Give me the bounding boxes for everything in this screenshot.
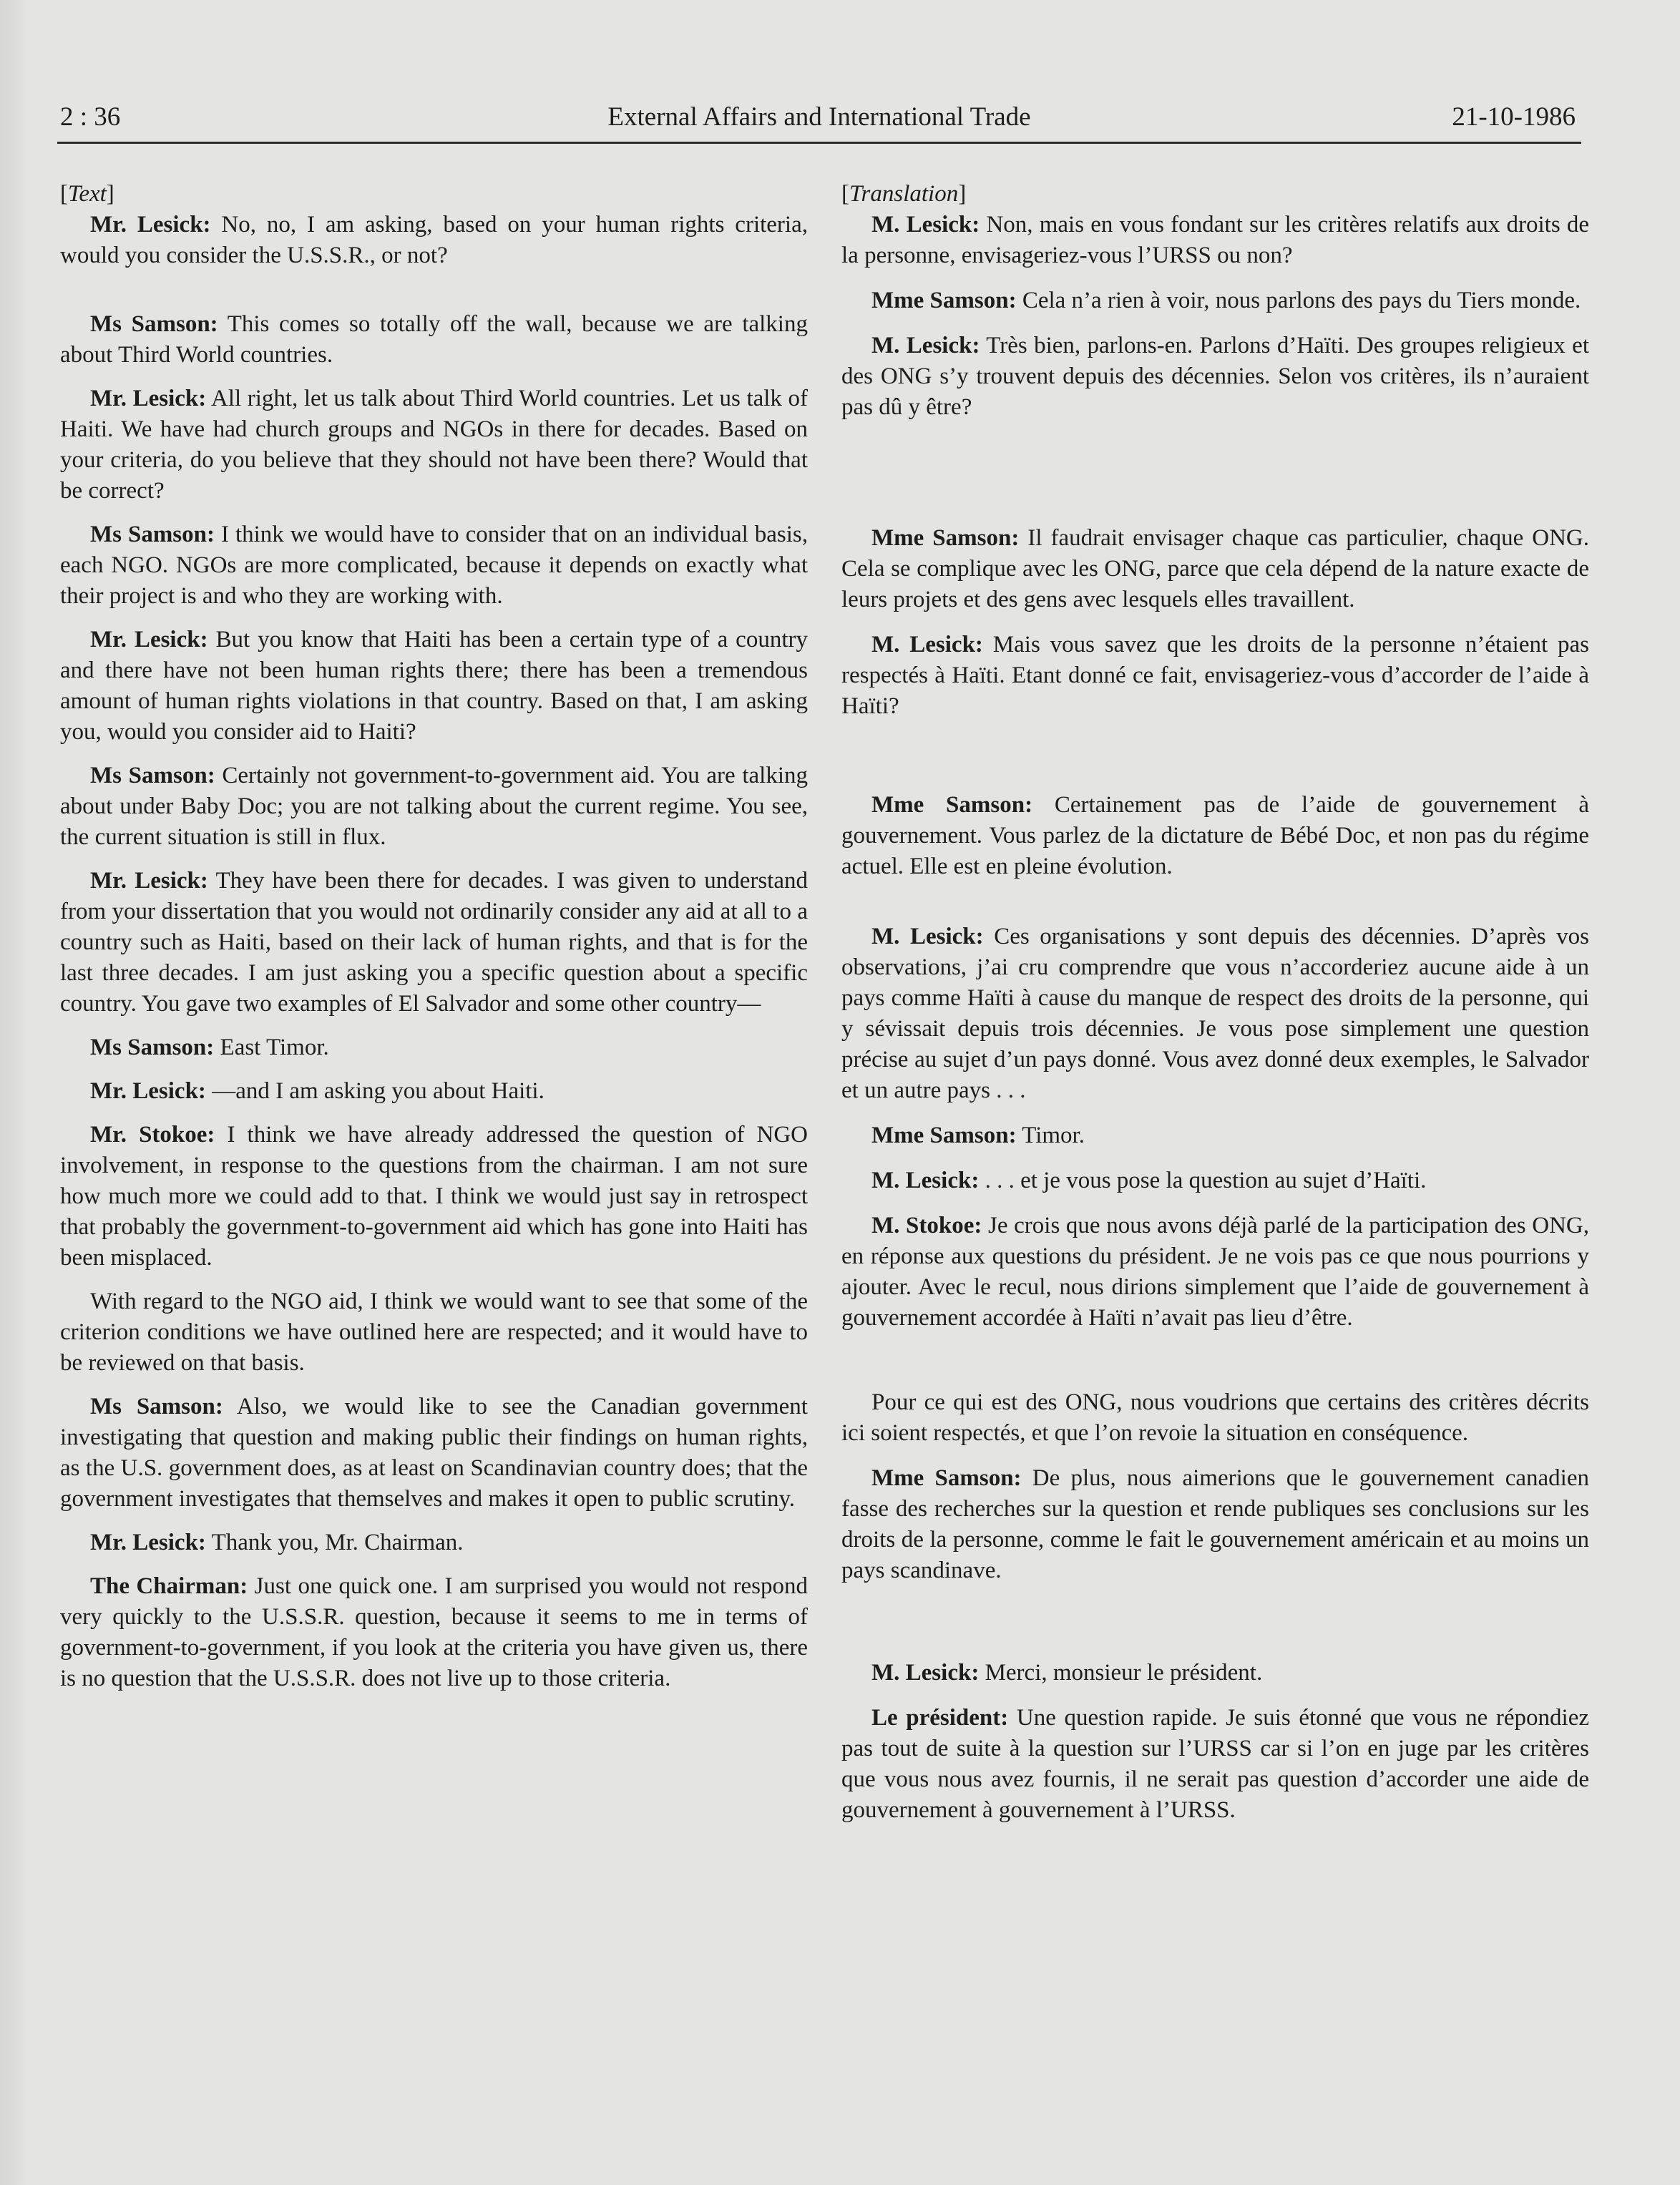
transcript-paragraph: M. Lesick: Très bien, parlons-en. Parlons d’Haïti. Des groupes religieux et des ONG s’y trouvent depuis des décennies. Selon vos critères, ils n’auraient pas dû y être?	[841, 333, 1589, 420]
speaker-name: Mr. Lesick:	[90, 1530, 206, 1555]
section-label-english: [Text]	[60, 181, 114, 207]
speaker-name: Mme Samson:	[871, 525, 1020, 551]
transcript-paragraph: Mr. Lesick: But you know that Haiti has been a certain type of a country and there have not been human rights there; there has been a tremendous amount of human rights violations in that country. Based on that, I am asking you, would you consider aid to Haiti?	[60, 627, 808, 745]
speaker-name: Ms Samson:	[90, 1394, 223, 1419]
speaker-name: Mr. Lesick:	[90, 1078, 206, 1104]
transcript-paragraph: Mr. Lesick: All right, let us talk about Third World countries. Let us talk of Haiti. We have had church groups and NGOs in there for decades. Based on your criteria, do you believe that they should not have been there? Would that be correct?	[60, 386, 808, 504]
running-header	[57, 92, 1581, 135]
transcript-paragraph: Mme Samson: De plus, nous aimerions que le gouvernement canadien fasse des recherches sur la question et rende publiques ses conclusions sur les droits de la personne, comme le fait le gouvernement américain et au moins un pays scandinave.	[841, 1465, 1589, 1583]
transcript-paragraph: M. Lesick: Non, mais en vous fondant sur les critères relatifs aux droits de la personne, envisageriez-vous l’URSS ou non?	[841, 212, 1590, 268]
transcript-paragraph: Ms Samson: Also, we would like to see the Canadian government investigating that question and making public their findings on human rights, as the U.S. government does, as at least on Scandinavian country does; that the government investigates that themselves and makes it open to public scrutiny.	[60, 1394, 808, 1512]
speaker-name: Mr. Lesick:	[90, 212, 211, 238]
transcript-paragraph: M. Lesick: . . . et je vous pose la question au sujet d’Haïti.	[871, 1168, 1427, 1193]
speaker-name: Mme Samson:	[871, 288, 1017, 313]
transcript-paragraph: M. Lesick: Mais vous savez que les droits de la personne n’étaient pas respectés à Haïti. Etant donné ce fait, envisageriez-vous d’accorder de l’aide à Haïti?	[841, 632, 1589, 719]
transcript-paragraph: Ms Samson: East Timor.	[90, 1035, 329, 1060]
transcript-paragraph: Ms Samson: This comes so totally off the wall, because we are talking about Third World countries.	[60, 311, 808, 368]
transcript-paragraph: M. Lesick: Ces organisations y sont depuis des décennies. D’après vos observations, j’ai cru comprendre que vous n’accorderiez aucune aide à un pays comme Haïti à cause du manque de respect des droits de la personne, qui y sévissait depuis trois décennies. Je vous pose simplement une question précise au sujet d’un pays donné. Vous avez donné deux exemples, le Salvador et un autre pays . . .	[841, 924, 1590, 1103]
speaker-name: Ms Samson:	[90, 311, 218, 337]
speaker-name: Mme Samson:	[871, 1465, 1022, 1491]
transcript-paragraph: Mr. Lesick: Thank you, Mr. Chairman.	[90, 1530, 464, 1555]
transcript-paragraph: Ms Samson: I think we would have to consider that on an individual basis, each NGO. NGOs are more complicated, because it depends on exactly what their project is and who they are working with.	[60, 522, 808, 609]
french-column	[841, 179, 1589, 1826]
transcript-paragraph: Mr. Stokoe: I think we have already addressed the question of NGO involvement, in response to the questions from the chairman. I am not sure how much more we could add to that. I think we would just say in retrospect that probably the government-to-government aid which has gone into Haiti has been misplaced.	[60, 1122, 808, 1271]
transcript-paragraph: Mr. Lesick: They have been there for decades. I was given to understand from your dissertation that you would not ordinarily consider any aid at all to a country such as Haiti, based on their lack of human rights, and that is for the last three decades. I am just asking you a specific question about a specific country. You gave two examples of El Salvador and some other country—	[60, 868, 808, 1017]
speaker-name: M. Stokoe:	[871, 1213, 982, 1238]
speaker-name: The Chairman:	[90, 1573, 248, 1599]
transcript-paragraph: Pour ce qui est des ONG, nous voudrions que certains des critères décrits ici soient respectés, et que l’on revoie la situation en conséquence.	[841, 1389, 1589, 1446]
speaker-name: Mr. Lesick:	[90, 868, 208, 894]
publication-title: External Affairs and International Trade	[607, 102, 1031, 132]
transcript-paragraph: The Chairman: Just one quick one. I am surprised you would not respond very quickly to the U.S.S.R. question, because it seems to me in terms of government-to-government, if you look at the criteria you have given us, there is no question that the U.S.S.R. does not live up to those criteria.	[60, 1573, 808, 1691]
speaker-name: Le président:	[871, 1705, 1009, 1731]
transcript-paragraph: M. Lesick: Merci, monsieur le président.	[871, 1660, 1263, 1686]
transcript-paragraph: M. Stokoe: Je crois que nous avons déjà parlé de la participation des ONG, en réponse aux questions du président. Je ne vois pas ce que nous pourrions y ajouter. Avec le recul, nous dirions simplement que l’aide de gouvernement à gouvernement accordée à Haïti n’avait pas lieu d’être.	[841, 1213, 1590, 1331]
speaker-name: M. Lesick:	[871, 333, 980, 358]
page-edge-shadow	[0, 0, 29, 2185]
transcript-paragraph: Mme Samson: Il faudrait envisager chaque cas particulier, chaque ONG. Cela se complique avec les ONG, parce que cela dépend de la nature exacte de leurs projets et des gens avec lesquels elles travaillent.	[841, 525, 1590, 612]
transcript-paragraph: Ms Samson: Certainly not government-to-government aid. You are talking about under Baby Doc; you are not talking about the current regime. You see, the current situation is still in flux.	[60, 763, 808, 850]
speaker-name: M. Lesick:	[871, 212, 980, 238]
speaker-name: M. Lesick:	[871, 924, 984, 949]
header-rule	[57, 142, 1581, 144]
speaker-name: Mr. Stokoe:	[90, 1122, 215, 1148]
speaker-name: M. Lesick:	[871, 1168, 980, 1193]
speaker-name: Ms Samson:	[90, 1035, 215, 1060]
speaker-name: Mr. Lesick:	[90, 627, 208, 652]
transcript-paragraph: Mr. Lesick: No, no, I am asking, based on your human rights criteria, would you consider the U.S.S.R., or not?	[60, 212, 808, 268]
header-date: 21-10-1986	[1452, 102, 1576, 132]
transcript-paragraph: Mme Samson: Timor.	[871, 1123, 1085, 1148]
speaker-name: Mme Samson:	[871, 1123, 1017, 1148]
transcript-paragraph: Le président: Une question rapide. Je suis étonné que vous ne répondiez pas tout de suite à la question sur l’URSS car si l’on en juge par les critères que vous nous avez fournis, il ne serait pas question d’accorder une aide de gouvernement à gouvernement à l’URSS.	[841, 1705, 1589, 1823]
section-label-french: [Translation]	[841, 181, 967, 207]
speaker-name: Mme Samson:	[871, 792, 1033, 818]
transcript-paragraph: With regard to the NGO aid, I think we would want to see that some of the criterion conditions we have outlined here are respected; and it would have to be reviewed on that basis.	[60, 1289, 808, 1376]
speaker-name: Ms Samson:	[90, 763, 215, 788]
english-column	[60, 179, 808, 1694]
speaker-name: Mr. Lesick:	[90, 386, 207, 411]
speaker-name: M. Lesick:	[871, 632, 983, 658]
speaker-name: M. Lesick:	[871, 1660, 980, 1686]
speaker-name: Ms Samson:	[90, 522, 215, 547]
transcript-paragraph: Mme Samson: Cela n’a rien à voir, nous parlons des pays du Tiers monde.	[871, 288, 1581, 313]
transcript-paragraph: Mr. Lesick: —and I am asking you about Haiti.	[90, 1078, 544, 1104]
page-number: 2 : 36	[60, 102, 121, 132]
transcript-paragraph: Mme Samson: Certainement pas de l’aide de gouvernement à gouvernement. Vous parlez de la dictature de Bébé Doc, et non pas du régime actuel. Elle est en pleine évolution.	[841, 792, 1589, 879]
